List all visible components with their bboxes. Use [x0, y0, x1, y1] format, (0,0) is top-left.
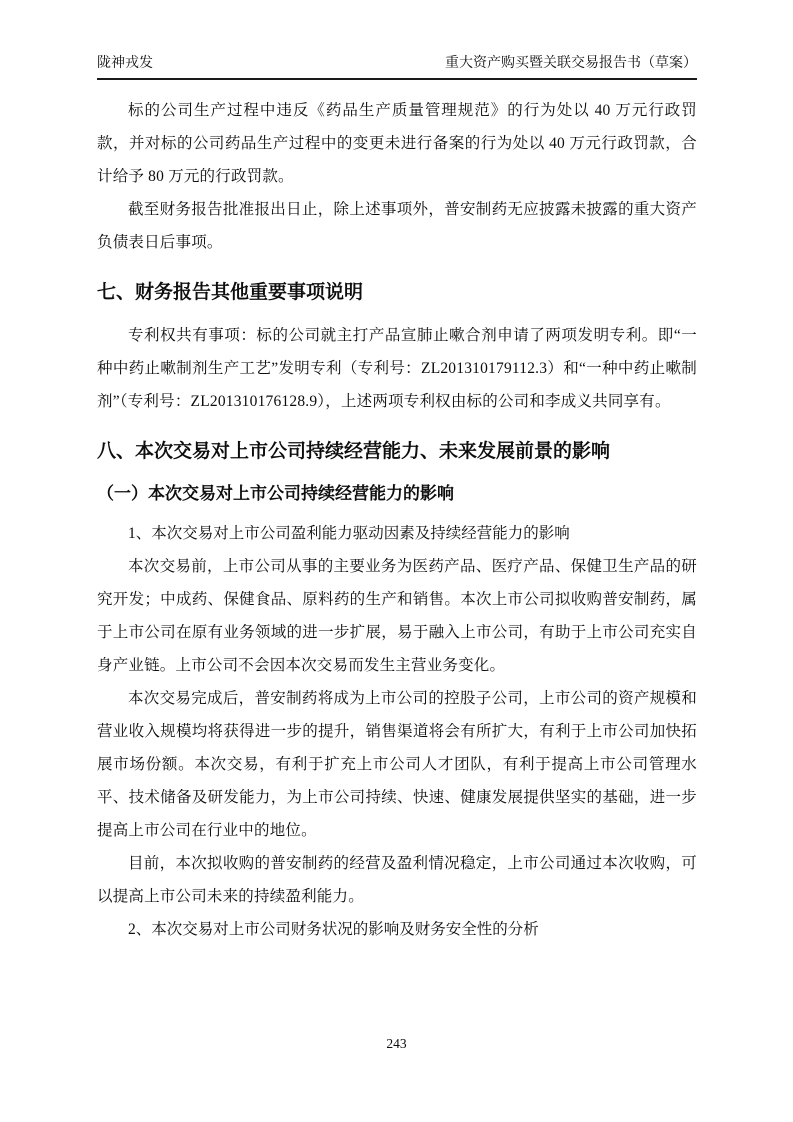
paragraph-administrative-penalty: 标的公司生产过程中违反《药品生产质量管理规范》的行为处以 40 万元行政罚款，并对标的公司药品生产过程中的变更未进行备案的行为处以 40 万元行政罚款，合计给予 80 万元的行政罚款。	[97, 102, 697, 185]
subheading-item-1: 1、本次交易对上市公司盈利能力驱动因素及持续经营能力的影响	[128, 525, 570, 542]
paragraph-post-balance-sheet-events: 截至财务报告批准报出日止，除上述事项外，普安制药无应披露未披露的重大资产负债表日后事项。	[97, 201, 697, 251]
heading-section-8: 八、本次交易对上市公司持续经营能力、未来发展前景的影响	[97, 441, 611, 462]
document-body	[97, 94, 697, 946]
paragraph-before-transaction: 本次交易前，上市公司从事的主要业务为医药产品、医疗产品、保健卫生产品的研究开发；中成药、保健食品、原料药的生产和销售。本次上市公司拟收购普安制药，属于上市公司在原有业务领域的进一步扩展，易于融入上市公司，有助于上市公司充实自身产业链。上市公司不会因本次交易而发生主营业务变化。	[97, 558, 697, 674]
page-number: 243	[386, 1036, 407, 1051]
page-footer	[0, 1035, 793, 1053]
header-company-name: 陇神戎发	[97, 56, 153, 71]
paragraph-after-transaction: 本次交易完成后，普安制药将成为上市公司的控股子公司，上市公司的资产规模和营业收入规模均将获得进一步的提升，销售渠道将会有所扩大，有利于上市公司加快拓展市场份额。本次交易，有利于扩充上市公司人才团队，有利于提高上市公司管理水平、技术储备及研发能力，为上市公司持续、快速、健康发展提供坚实的基础，进一步提高上市公司在行业中的地位。	[97, 690, 697, 839]
heading-section-7: 七、财务报告其他重要事项说明	[97, 282, 364, 303]
subheading-item-2: 2、本次交易对上市公司财务状况的影响及财务安全性的分析	[128, 921, 539, 938]
heading-section-8-sub-1: （一）本次交易对上市公司持续经营能力的影响	[97, 484, 454, 503]
content-column	[97, 0, 697, 946]
running-header	[97, 55, 697, 80]
paragraph-patent-co-ownership: 专利权共有事项：标的公司就主打产品宣肺止嗽合剂申请了两项发明专利。即“一种中药止嗽制剂生产工艺”发明专利（专利号：ZL201310179112.3）和“一种中药止嗽制剂”（专利号：ZL201310176128.9），上述两项专利权由标的公司和李成义共同享有。	[97, 327, 697, 410]
paragraph-profitability: 目前，本次拟收购的普安制药的经营及盈利情况稳定，上市公司通过本次收购，可以提高上市公司未来的持续盈利能力。	[97, 855, 697, 905]
header-report-title: 重大资产购买暨关联交易报告书（草案）	[445, 56, 697, 71]
